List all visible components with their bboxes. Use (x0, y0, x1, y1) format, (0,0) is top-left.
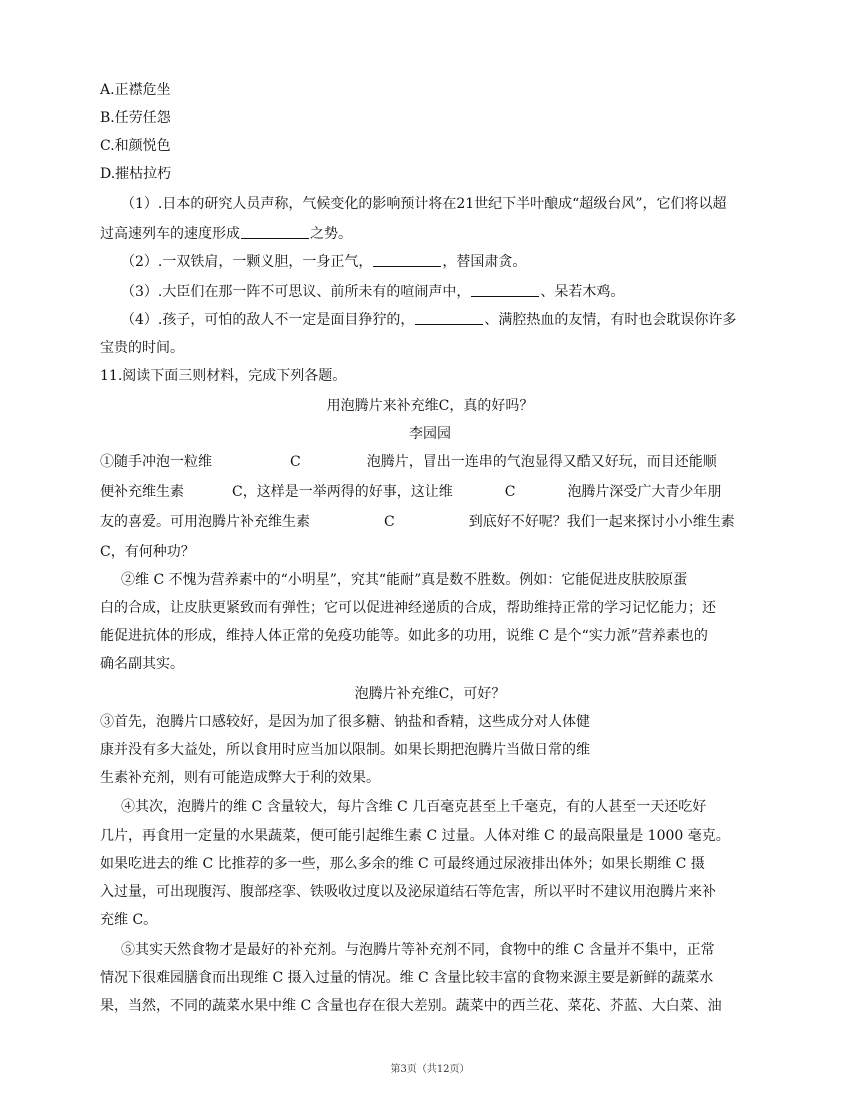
paragraph-1-line (100, 452, 717, 472)
paragraph-3-line: 康并没有多大益处，所以食用时应当加以限制。如果长期把泡腾片当做日常的维 (100, 742, 590, 758)
paragraph-4-line: 如果吃进去的维 C 比推荐的多一些，那么多余的维 C 可最终通过尿液排出体外；如果长期维 C 摄 (100, 856, 705, 872)
text-segment: 、满腔热血的友情，有时也会耽误你许多 (484, 312, 737, 328)
text-segment: 泡腾片，冒出一连串的气泡显得又酷又好玩，而目还能顺 (366, 454, 717, 470)
text-segment: C (290, 454, 301, 470)
fill-blank (241, 226, 309, 239)
q10-sentence-2 (121, 252, 526, 272)
page-footer: 第3页（共12页） (390, 1064, 470, 1075)
q10-sentence-3 (121, 282, 624, 302)
paragraph-2-line: ②维 C 不愧为营养素中的“小明星”，究其“能耐”真是数不胜数。例如：它能促进皮肤胶原蛋 (121, 572, 688, 588)
text-segment: ，替国肃贪。 (442, 254, 527, 270)
text-segment: （4）.孩子，可怕的敌人不一定是面目狰狞的， (121, 312, 415, 328)
option-d: D.摧枯拉朽 (100, 166, 172, 182)
q10-sentence-1: （1）.日本的研究人员声称，气候变化的影响预计将在21世纪下半叶酿成“超级台风”，它们将以超 (121, 196, 727, 212)
text-segment: 到底好不好呢？我们一起来探讨小小维生素 (468, 514, 735, 530)
text-segment: C (384, 514, 395, 530)
text-segment: 、呆若木鸡。 (540, 284, 625, 300)
paragraph-5-line: 情况下很难园膳食而出现维 C 摄入过量的情况。维 C 含量比较丰富的食物来源主要是新鲜的蔬菜水 (100, 970, 714, 986)
text-segment: 友的喜爱。可用泡腾片补充维生素 (100, 514, 310, 530)
text-segment: 之势。 (310, 226, 352, 242)
article-title: 用泡腾片来补充维C，真的好吗？ (326, 398, 534, 414)
option-a: A.正襟危坐 (100, 82, 171, 98)
paragraph-4-line: 入过量，可出现腹泻、腹部痉挛、铁吸收过度以及泌尿道结石等危害，所以平时不建议用泡腾片来补 (100, 884, 716, 900)
paragraph-1-line (100, 512, 735, 532)
fill-blank (471, 284, 539, 297)
paragraph-1-line: C，有何种功？ (100, 544, 195, 560)
text-segment: C (504, 484, 516, 500)
article-author: 李园园 (409, 426, 451, 442)
paragraph-3-line: ③首先，泡腾片口感较好，是因为加了很多糖、钠盐和香精，这些成分对人体健 (100, 714, 590, 730)
text-segment: 过高速列车的速度形成 (100, 226, 240, 242)
paragraph-3-line: 生素补充剂，则有可能造成弊大于利的效果。 (100, 770, 380, 786)
q10-sentence-4-cont: 宝贵的时间。 (100, 340, 184, 356)
paragraph-1-line (100, 482, 721, 502)
paragraph-2-line: 能促进抗体的形成，维持人体正常的免疫功能等。如此多的功用，说维 C 是个“实力派”营养素也的 (100, 628, 708, 644)
question-11-stem: 11.阅读下面三则材料，完成下列各题。 (100, 368, 347, 384)
paragraph-4-line: ④其次，泡腾片的维 C 含量较大，每片含维 C 几百毫克甚至上千毫克，有的人甚至一天还吃好 (121, 799, 707, 815)
paragraph-5-line: ⑤其实天然食物才是最好的补充剂。与泡腾片等补充剂不同，食物中的维 C 含量并不集中，正常 (121, 942, 715, 958)
text-segment: （2）.一双铁肩，一颗义胆，一身正气， (121, 254, 373, 270)
paragraph-4-line: 充维 C。 (100, 912, 158, 928)
q10-sentence-1-cont (100, 224, 352, 244)
text-segment: C，这样是一举两得的好事，这让维 (232, 484, 453, 500)
fill-blank (415, 312, 483, 325)
text-segment: （3）.大臣们在那一阵不可思议、前所未有的喧闹声中， (121, 284, 471, 300)
fill-blank (373, 254, 441, 267)
option-b: B.任劳任怨 (100, 110, 171, 126)
text-segment: 泡腾片深受广大青少年朋 (567, 484, 722, 500)
paragraph-5-line: 果，当然，不同的蔬菜水果中维 C 含量也存在很大差别。蔬菜中的西兰花、菜花、芥蓝、大白菜、油 (100, 998, 722, 1014)
q10-sentence-4 (121, 310, 736, 330)
paragraph-4-line: 几片，再食用一定量的水果蔬菜，便可能引起维生素 C 过量。人体对维 C 的最高限量是 1000 毫克。 (100, 828, 730, 844)
section-subtitle: 泡腾片补充维C，可好？ (354, 686, 506, 702)
text-segment: 便补充维生素 (100, 484, 184, 500)
paragraph-2-line: 白的合成，让皮肤更紧致而有弹性；它可以促进神经递质的合成，帮助维持正常的学习记忆能力；还 (100, 600, 716, 616)
text-segment: ①随手冲泡一粒维 (100, 454, 212, 470)
paragraph-2-line: 确名副其实。 (100, 656, 184, 672)
option-c: C.和颜悦色 (100, 138, 171, 154)
